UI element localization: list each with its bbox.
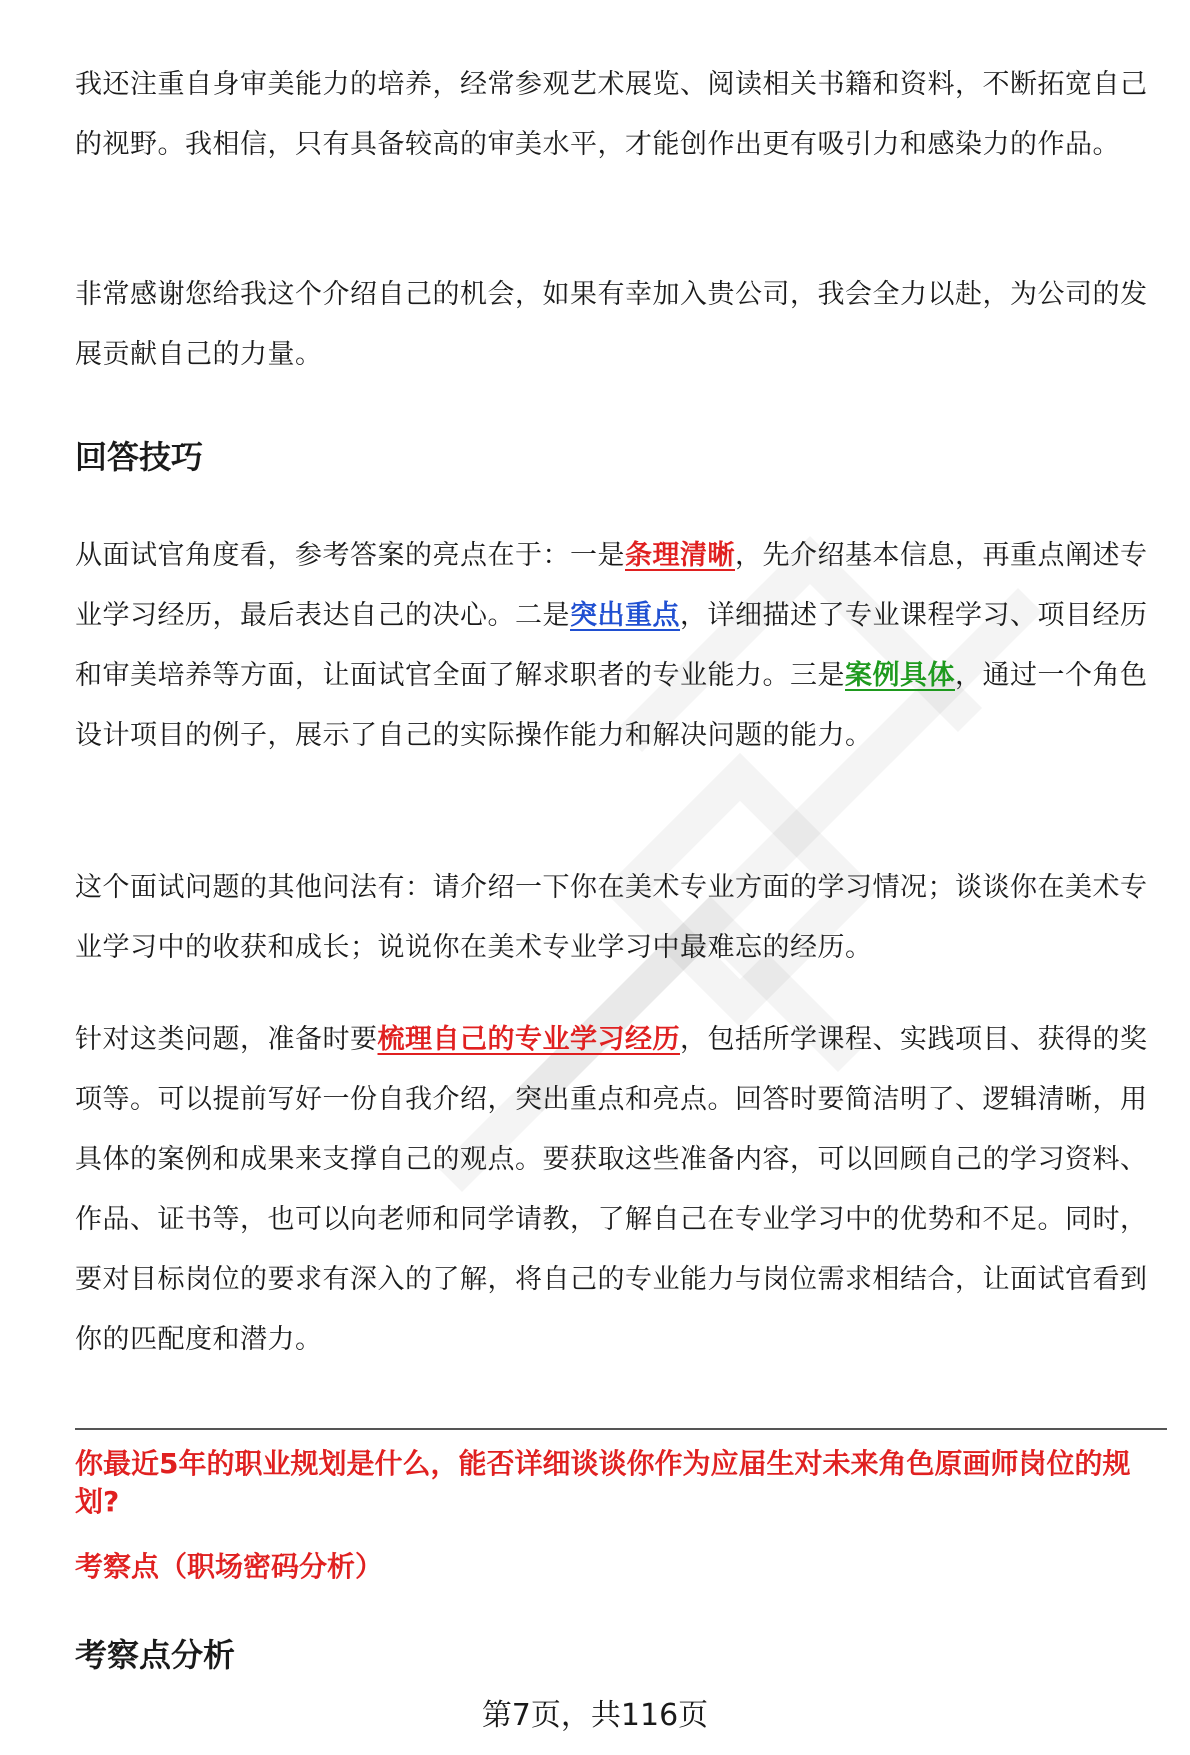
tips-text: 从面试官角度看，参考答案的亮点在于：一是 (75, 540, 625, 571)
tips-text: ，先介绍基本信息，再重点阐述专业学习经历，最后表达自己的决心。二是 (75, 540, 1148, 631)
highlight-concrete-cases: 案例具体 (845, 660, 955, 691)
highlight-study-experience: 梳理自己的专业学习经历 (377, 1024, 680, 1055)
section-divider (75, 1428, 1167, 1430)
page-number-footer: 第7页，共116页 (481, 1698, 709, 1733)
next-question-title: 你最近5年的职业规划是什么，能否详细谈谈你作为应届生对未来角色原画师岗位的规划? (75, 1447, 1131, 1518)
tips-text: ，详细描述了专业课程学习、项目经历和审美培养等方面，让面试官全面了解求职者的专业能力。三是 (75, 600, 1148, 691)
body-paragraph-thanks: 非常感谢您给我这个介绍自己的机会，如果有幸加入贵公司，我会全力以赴，为公司的发展贡献自己的力量。 (75, 279, 1148, 370)
tips-paragraph-alternative-questions: 这个面试问题的其他问法有：请介绍一下你在美术专业方面的学习情况；谈谈你在美术专业学习中的收获和成长；说说你在美术专业学习中最难忘的经历。 (75, 872, 1148, 963)
tips-paragraph-preparation (75, 1010, 1165, 1370)
tips-paragraph-highlights (75, 526, 1165, 766)
section-heading-answer-tips: 回答技巧 (75, 438, 204, 476)
tips-text: ，通过一个角色设计项目的例子，展示了自己的实际操作能力和解决问题的能力。 (75, 660, 1148, 751)
highlight-key-points: 突出重点 (570, 600, 680, 631)
focus-label: 考察点（职场密码分析） (75, 1550, 384, 1583)
tips-text: ，包括所学课程、实践项目、获得的奖项等。可以提前写好一份自我介绍，突出重点和亮点。回答时要简洁明了、逻辑清晰，用具体的案例和成果来支撑自己的观点。要获取这些准备内容，可以回顾自己的学习资料、作品、证书等，也可以向老师和同学请教，了解自己在专业学习中的优势和不足。同时，要对目标岗位的要求有深入的了解，将自己的专业能力与岗位需求相结合，让面试官看到你的匹配度和潜力。 (75, 1024, 1148, 1355)
body-paragraph-aesthetics: 我还注重自身审美能力的培养，经常参观艺术展览、阅读相关书籍和资料，不断拓宽自己的视野。我相信，只有具备较高的审美水平，才能创作出更有吸引力和感染力的作品。 (75, 69, 1148, 160)
section-heading-focus-analysis: 考察点分析 (75, 1636, 236, 1674)
tips-text: 针对这类问题，准备时要 (75, 1024, 378, 1055)
highlight-clear-structure: 条理清晰 (625, 540, 735, 571)
